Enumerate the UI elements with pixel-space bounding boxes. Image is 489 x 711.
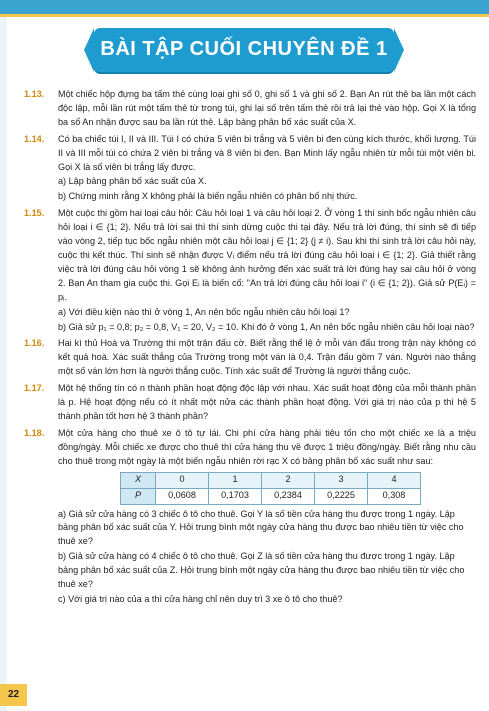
exercise-subquestion: b) Giả sử p₁ = 0,8; p₂ = 0,8, V₁ = 20, V₂ = 10. Khi đó ở vòng 1, An nên bốc ngẫu nhiên câu hỏi loại nào?: [58, 321, 475, 332]
exercise-number: 1.16.: [24, 338, 45, 349]
exercise-list: [24, 88, 476, 610]
exercise-text: Một cuộc thi gồm hai loại câu hỏi: Câu hỏi loại 1 và câu hỏi loại 2. Ở vòng 1 thí sinh bốc ngẫu nhiên câu hỏi loại i ∈ {1; 2}. Nếu trả lời sai thì thí sinh dừng cuộc thi tại đây. Nếu trả lời đúng, thí sinh sẽ đi tiếp vào vòng 2, tiếp tục bốc ngẫu nhiên một câu hỏi loại j ∈ {1; 2} (j ≠ i). Sau khi thí sinh trả lời câu hỏi này, cuộc thi kết thúc. Thí sinh sẽ nhận được Vᵢ điểm nếu trả lời đúng câu hỏi loại i ∈ {1; 2}. Giả thiết rằng việc trả lời đúng câu hỏi vòng 1 sẽ không ảnh hưởng đến xác suất trả lời đúng hay sai câu hỏi ở vòng 2. Bạn An tham gia cuộc thi. Gọi Eᵢ là biến cố: "An trả lời đúng câu hỏi loại i" (i ∈ {1; 2}). Giả sử P(Eᵢ) = pᵢ.: [58, 208, 476, 302]
table-row-label: P: [121, 488, 156, 504]
table-cell: 0,2384: [262, 488, 315, 504]
table-cell: 0: [156, 472, 209, 488]
table-cell: 4: [368, 472, 421, 488]
table-cell: 3: [315, 472, 368, 488]
exercise-subquestion: a) Với điều kiện nào thì ở vòng 1, An nên bốc ngẫu nhiên câu hỏi loại 1?: [58, 306, 350, 317]
page-title: BÀI TẬP CUỐI CHUYÊN ĐỀ 1: [100, 38, 388, 60]
distribution-table-wrap: [120, 472, 476, 505]
exercise-1-13: [24, 88, 476, 130]
top-color-bar: [0, 0, 489, 14]
exercise-number: 1.17.: [24, 383, 45, 394]
table-cell: 0,0608: [156, 488, 209, 504]
distribution-table: [120, 472, 421, 505]
exercise-1-16: [24, 337, 476, 379]
banner-fold-right: [394, 28, 404, 72]
exercise-subquestion: c) Với giá trị nào của a thì cửa hàng chỉ nên duy trì 3 xe ô tô cho thuê?: [58, 594, 343, 604]
exercise-1-14: [24, 133, 476, 205]
exercise-1-15: [24, 207, 476, 334]
exercise-number: 1.13.: [24, 89, 45, 99]
table-cell: 1: [209, 472, 262, 488]
table-cell: 0,2225: [315, 488, 368, 504]
exercise-number: 1.14.: [24, 133, 45, 144]
exercise-number: 1.18.: [24, 427, 45, 438]
exercise-text: Có ba chiếc túi I, II và III. Túi I có chứa 5 viên bi trắng và 5 viên bi đen cùng kích thước, khối lượng. Túi II và III mỗi túi có chứa 2 viên bi trắng và 8 viên bi đen. Bạn Minh lấy ngẫu nhiên từ mỗi túi một viên bi. Gọi X là số viên bi trắng lấy được.: [58, 133, 476, 172]
exercise-subquestion: a) Lập bảng phân bố xác suất của X.: [58, 176, 207, 187]
left-margin-stripe: [0, 17, 7, 711]
exercise-1-17: [24, 382, 476, 424]
exercise-text: Một hệ thống tín có n thành phần hoạt động độc lập với nhau. Xác suất hoạt động của mỗi thành phần là p. Hệ hoạt động nếu có ít nhất một nửa các thành phần hoạt động. Với giá trị nào của p thì hệ 5 thành phần tốt hơn hệ 3 thành phần?: [58, 383, 476, 421]
title-banner: [94, 28, 394, 72]
table-cell: 0,308: [368, 488, 421, 504]
exercise-number: 1.15.: [24, 208, 45, 219]
exercise-1-18: [24, 427, 476, 607]
banner-fold-left: [84, 28, 94, 72]
exercise-subquestion: b) Chứng minh rằng X không phải là biến ngẫu nhiên có phân bố nhị thức.: [58, 191, 358, 202]
exercise-subquestion: a) Giả sử cửa hàng có 3 chiếc ô tô cho thuê. Gọi Y là số tiền cửa hàng thu được trong 1 ngày. Lập bảng phân bố xác suất của Y. Hỏi trung bình một ngày cửa hàng thu được bao nhiêu tiền từ việc cho thuê xe?: [58, 508, 464, 547]
table-row-label: X: [121, 472, 156, 488]
table-cell: 2: [262, 472, 315, 488]
exercise-text: Hai kì thủ Hoà và Trường thi một trận đấu cờ. Biết rằng thể lệ ở mỗi ván đấu trong trận này không có kết quả hoà. Xác suất thắng của Trường trong một ván là 0,4. Trận đấu gồm 7 ván. Người nào thắng một số ván lớn hơn là người thắng cuộc. Tính xác suất để Trường là người thắng cuộc.: [58, 338, 476, 377]
exercise-text: Một chiếc hộp đựng ba tấm thẻ cùng loại ghi số 0, ghi số 1 và ghi số 2. Bạn An rút thẻ ba lần một cách độc lập, mỗi lần rút một tấm thẻ từ trong túi, ghi lại số trên tấm thẻ rồi trả lại thẻ vào hộp. Gọi X là tổng ba số An nhận được sau ba lần rút thẻ. Lập bảng phân bố xác suất của X.: [58, 89, 476, 127]
page-number: 22: [0, 684, 27, 706]
table-row: [121, 472, 421, 488]
exercise-text: Một cửa hàng cho thuê xe ô tô tự lái. Chi phí cửa hàng phải tiêu tốn cho một chiếc xe là a triệu đồng/ngày. Mỗi chiếc xe được cho thuê thì cửa hàng thu về được 1 triệu đồng/ngày. Biết rằng nhu cầu cho thuê trong một ngày là một biến ngẫu nhiên rời rạc X có bảng phân bố xác suất như sau:: [58, 427, 476, 466]
exercise-subquestion: b) Giả sử cửa hàng có 4 chiếc ô tô cho thuê. Gọi Z là số tiền cửa hàng thu được trong 1 ngày. Lập bảng phân bố xác suất của Z. Hỏi trung bình một ngày cửa hàng thu được bao nhiêu tiền từ việc cho thuê xe?: [58, 551, 465, 590]
top-accent-line: [0, 14, 489, 17]
table-cell: 0,1703: [209, 488, 262, 504]
table-row: [121, 488, 421, 504]
